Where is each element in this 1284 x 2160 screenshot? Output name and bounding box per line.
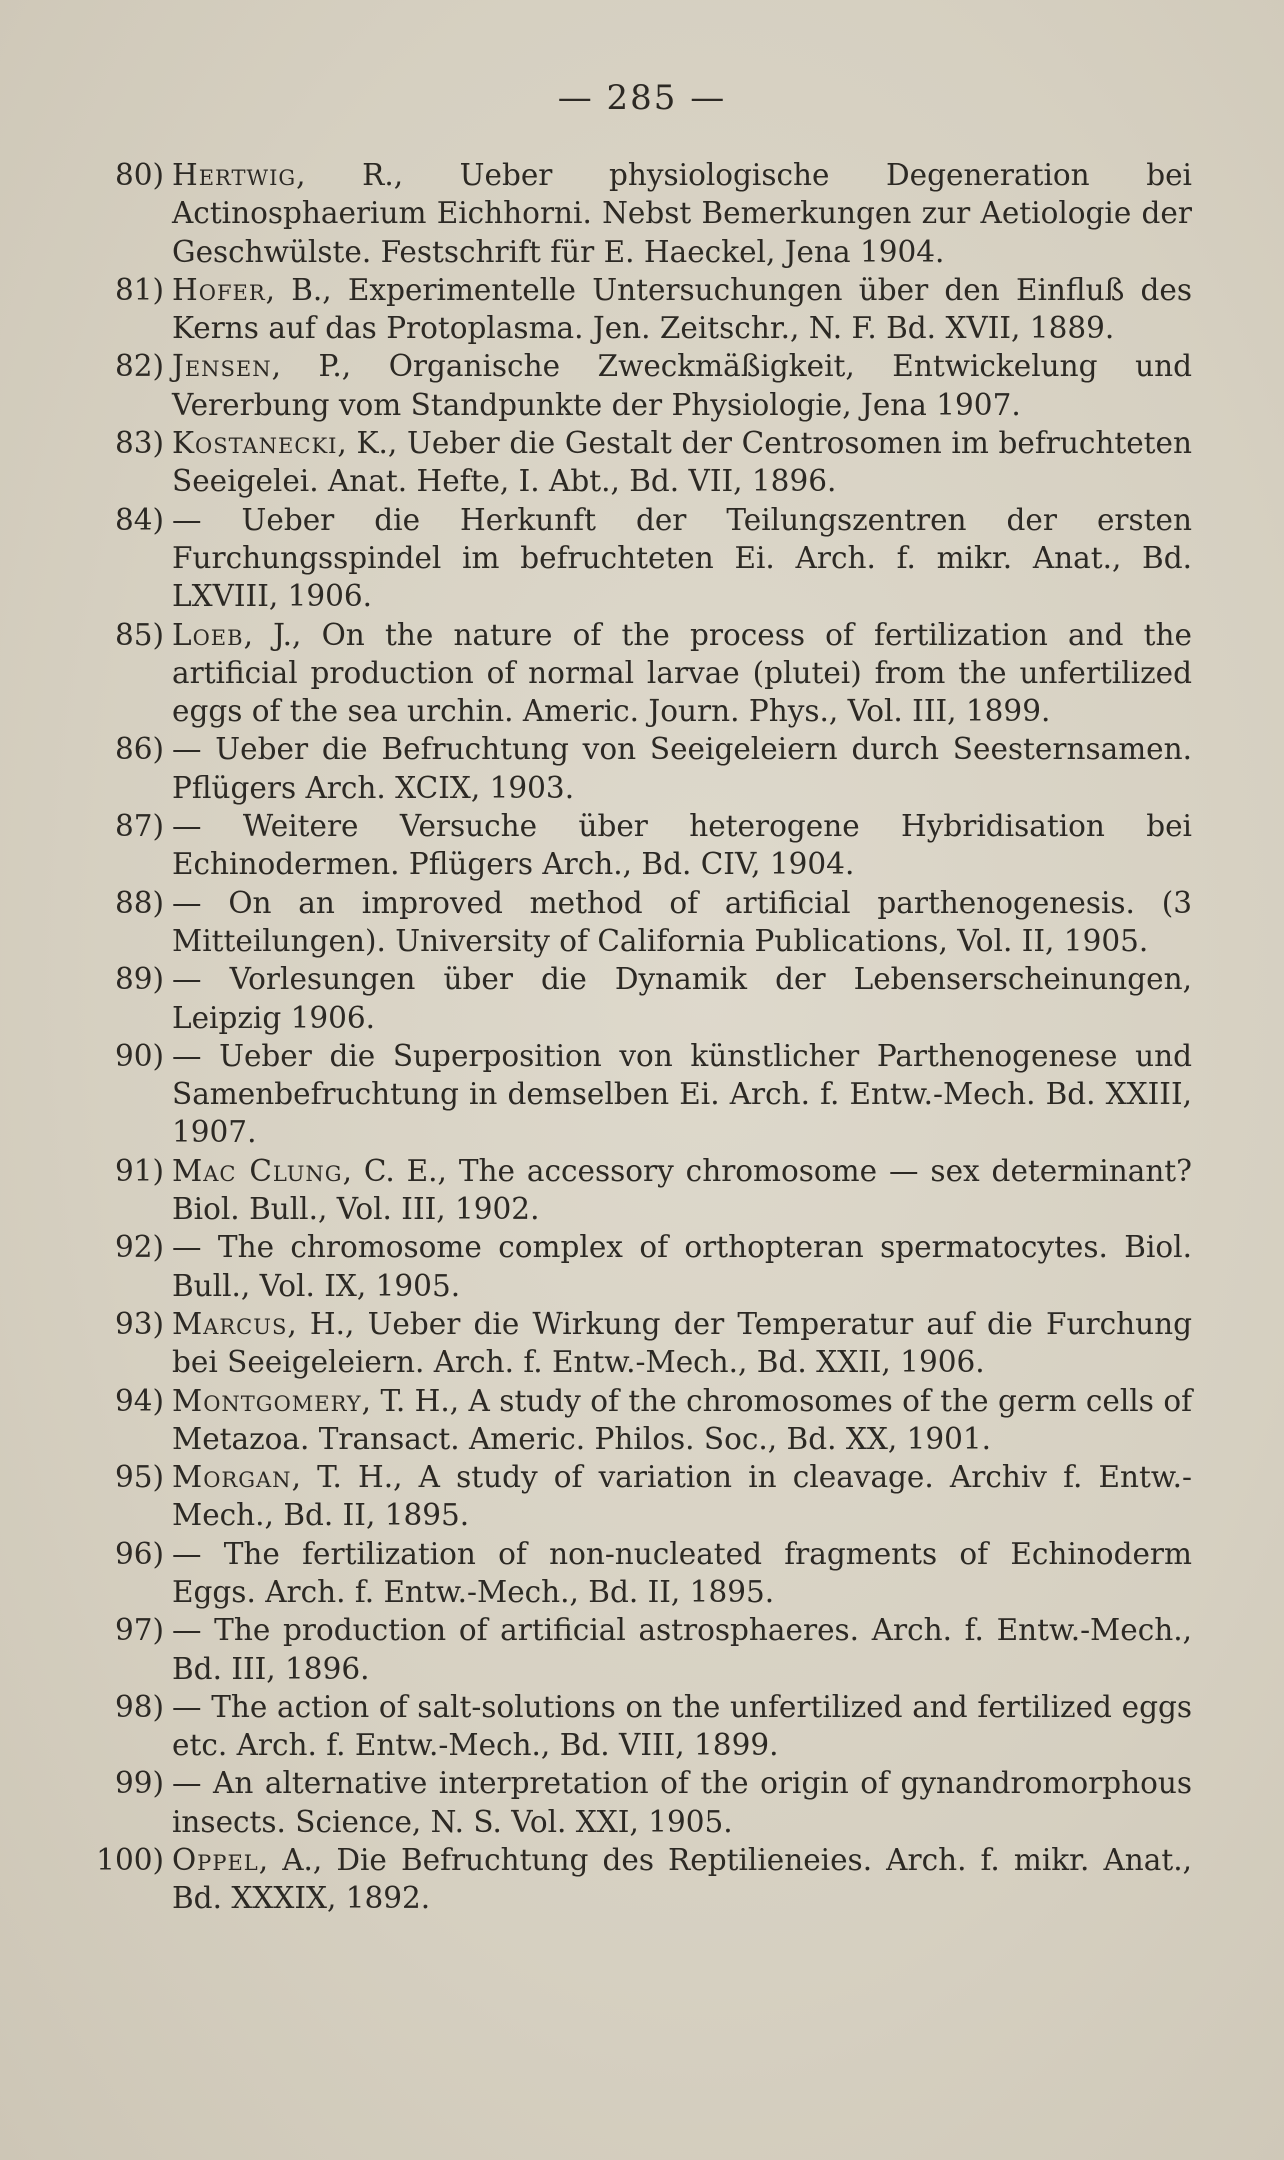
reference-text: , B., Experimentelle Untersuchungen über den Einfluß des Kerns auf das Protoplasma. Jen. Zeitschr., N. F. Bd. XVII, 1889.: [172, 272, 1192, 346]
reference-text: — Ueber die Herkunft der Teilungszentren der ersten Furchungsspindel im befruchteten Ei. Arch. f. mikr. Anat., Bd. LXVIII, 1906.: [172, 502, 1192, 614]
reference-entry: [92, 884, 1192, 961]
reference-number: 89): [114, 962, 164, 997]
reference-entry: [92, 1535, 1192, 1612]
page-number: — 285 —: [557, 78, 727, 118]
reference-text: , T. H., A study of variation in cleavage. Archiv f. Entw.-Mech., Bd. II, 1895.: [172, 1460, 1192, 1533]
reference-entry: [92, 156, 1192, 271]
reference-entry: [92, 960, 1192, 1037]
reference-entry: [92, 1764, 1192, 1841]
reference-text: , H., Ueber die Wirkung der Temperatur auf die Furchung bei Seeigeleiern. Arch. f. Entw.-Mech., Bd. XXII, 1906.: [172, 1306, 1192, 1380]
reference-entry: [92, 347, 1192, 424]
reference-number: 82): [114, 349, 164, 384]
reference-number: 80): [114, 158, 164, 192]
reference-entry: [92, 501, 1192, 616]
reference-text: , K., Ueber die Gestalt der Centrosomen im befruchteten Seeigelei. Anat. Hefte, I. Abt., Bd. VII, 1896.: [172, 426, 1192, 499]
reference-author: Hertwig: [172, 158, 297, 192]
reference-text: , T. H., A study of the chromosomes of the germ cells of Metazoa. Transact. Americ. Philos. Soc., Bd. XX, 1901.: [172, 1383, 1192, 1456]
reference-entry: [92, 271, 1192, 348]
reference-text: — Vorlesungen über die Dynamik der Lebenserscheinungen, Leipzig 1906.: [172, 962, 1192, 1035]
reference-entry: [92, 730, 1192, 807]
reference-number: 88): [114, 885, 164, 920]
reference-number: 95): [114, 1460, 164, 1495]
reference-text: , R., Ueber physiologische Degeneration bei Actinosphaerium Eichhorni. Nebst Bemerkungen zur Aetiologie der Geschwülste. Festschrift für E. Haeckel, Jena 1904.: [172, 158, 1192, 269]
reference-number: 86): [114, 732, 164, 767]
reference-text: , J., On the nature of the process of fertilization and the artificial production of normal larvae (plutei) from the unfertilized eggs of the sea urchin. Americ. Journ. Phys., Vol. III, 1899.: [172, 617, 1192, 729]
reference-text: , A., Die Befruchtung des Reptilieneies. Arch. f. mikr. Anat., Bd. XXXIX, 1892.: [172, 1843, 1192, 1916]
reference-text: — The production of artificial astrosphaeres. Arch. f. Entw.-Mech., Bd. III, 1896.: [172, 1613, 1192, 1686]
reference-entry: [92, 1611, 1192, 1688]
reference-text: — The action of salt-solutions on the unfertilized and fertilized eggs etc. Arch. f. Entw.-Mech., Bd. VIII, 1899.: [172, 1689, 1192, 1763]
reference-entry: [92, 424, 1192, 501]
reference-author: Mac Clung: [172, 1153, 343, 1188]
reference-number: 92): [114, 1230, 164, 1265]
reference-text: — An alternative interpretation of the origin of gynandromorphous insects. Science, N. S. Vol. XXI, 1905.: [172, 1766, 1192, 1839]
reference-number: 84): [114, 502, 164, 537]
reference-number: 87): [114, 809, 164, 844]
reference-number: 100): [96, 1843, 164, 1878]
reference-text: , P., Organische Zweckmäßigkeit, Entwickelung und Vererbung vom Standpunkte der Physiologie, Jena 1907.: [172, 349, 1192, 422]
reference-entry: [92, 807, 1192, 884]
reference-author: Hofer: [172, 272, 266, 307]
reference-text: — Ueber die Superposition von künstlicher Parthenogenese und Samenbefruchtung in demselben Ei. Arch. f. Entw.-Mech. Bd. XXIII, 1907.: [172, 1038, 1192, 1150]
reference-entry: [92, 1152, 1192, 1229]
reference-text: — Weitere Versuche über heterogene Hybridisation bei Echinodermen. Pflügers Arch., Bd. CIV, 1904.: [172, 809, 1192, 882]
reference-text: — On an improved method of artificial parthenogenesis. (3 Mitteilungen). University of California Publications, Vol. II, 1905.: [172, 885, 1192, 958]
reference-author: Loeb: [172, 617, 244, 652]
reference-text: , C. E., The accessory chromosome — sex determinant? Biol. Bull., Vol. III, 1902.: [172, 1153, 1192, 1227]
reference-entry: [92, 1458, 1192, 1535]
reference-entry: [92, 1037, 1192, 1152]
reference-text: — The fertilization of non-nucleated fragments of Echinoderm Eggs. Arch. f. Entw.-Mech., Bd. II, 1895.: [172, 1536, 1192, 1609]
reference-number: 83): [114, 426, 164, 461]
reference-number: 85): [114, 617, 164, 652]
reference-number: 97): [114, 1613, 164, 1648]
reference-text: — Ueber die Befruchtung von Seeigeleiern durch Seesternsamen. Pflügers Arch. XCIX, 1903.: [172, 732, 1192, 805]
reference-entry: [92, 1382, 1192, 1459]
reference-number: 98): [114, 1689, 164, 1724]
reference-list: [92, 156, 1192, 1918]
reference-text: — The chromosome complex of orthopteran spermatocytes. Biol. Bull., Vol. IX, 1905.: [172, 1230, 1192, 1303]
reference-author: Jensen: [172, 349, 272, 384]
reference-entry: [92, 1305, 1192, 1382]
reference-number: 81): [114, 272, 164, 307]
reference-author: Oppel: [172, 1843, 259, 1878]
reference-author: Montgomery: [172, 1383, 362, 1418]
reference-author: Morgan: [172, 1460, 292, 1495]
reference-author: Kostanecki: [172, 426, 338, 461]
reference-number: 93): [114, 1306, 164, 1341]
reference-number: 90): [114, 1038, 164, 1073]
reference-author: Marcus: [172, 1306, 288, 1341]
reference-entry: [92, 616, 1192, 731]
reference-entry: [92, 1841, 1192, 1918]
reference-entry: [92, 1228, 1192, 1305]
reference-number: 94): [114, 1383, 164, 1418]
reference-number: 96): [114, 1536, 164, 1571]
reference-number: 99): [114, 1766, 164, 1801]
reference-number: 91): [114, 1153, 164, 1188]
reference-entry: [92, 1688, 1192, 1765]
